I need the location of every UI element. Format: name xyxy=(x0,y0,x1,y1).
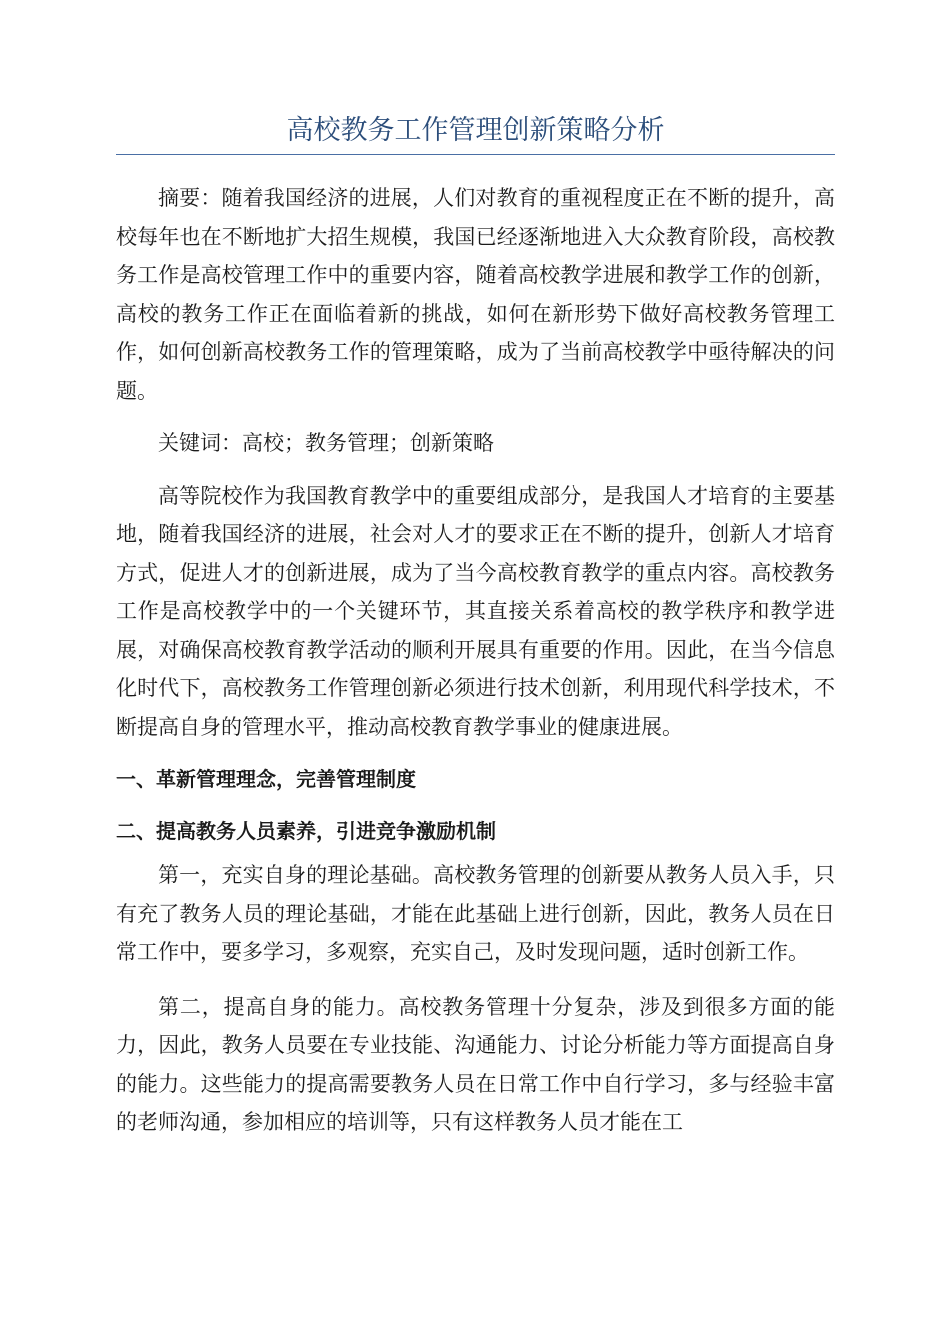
document-page xyxy=(116,112,835,1142)
body-paragraph-1: 第一，充实自身的理论基础。高校教务管理的创新要从教务人员入手，只有充了教务人员的理论基础，才能在此基础上进行创新，因此，教务人员在日常工作中，要多学习，多观察，充实自己，及时发现问题，适时创新工作。 xyxy=(116,863,835,964)
keywords-paragraph xyxy=(116,424,835,463)
abstract-text: 随着我国经济的进展，人们对教育的重视程度正在不断的提升，高校每年也在不断地扩大招生规模，我国已经逐渐地进入大众教育阶段，高校教务工作是高校管理工作中的重要内容，随着高校教学进展和教学工作的创新，高校的教务工作正在面临着新的挑战，如何在新形势下做好高校教务管理工作，如何创新高校教务工作的管理策略，成为了当前高校教学中亟待解决的问题。 xyxy=(116,186,835,403)
intro-paragraph: 高等院校作为我国教育教学中的重要组成部分，是我国人才培育的主要基地，随着我国经济的进展，社会对人才的要求正在不断的提升，创新人才培育方式，促进人才的创新进展，成为了当今高校教育教学的重点内容。高校教务工作是高校教学中的一个关键环节，其直接关系着高校的教学秩序和教学进展，对确保高校教育教学活动的顺利开展具有重要的作用。因此，在当今信息化时代下，高校教务工作管理创新必须进行技术创新，利用现代科学技术，不断提高自身的管理水平，推动高校教育教学事业的健康进展。 xyxy=(116,483,835,739)
section-heading-2: 二、提高教务人员素养，引进竞争激励机制 xyxy=(116,819,496,843)
abstract-paragraph xyxy=(116,179,835,410)
abstract-label: 摘要： xyxy=(158,186,222,210)
section-heading-1: 一、革新管理理念，完善管理制度 xyxy=(116,767,416,791)
document-title: 高校教务工作管理创新策略分析 xyxy=(116,112,835,155)
keywords-text: 高校；教务管理；创新策略 xyxy=(242,431,494,455)
body-paragraph-2: 第二，提高自身的能力。高校教务管理十分复杂，涉及到很多方面的能力，因此，教务人员要在专业技能、沟通能力、讨论分析能力等方面提高自身的能力。这些能力的提高需要教务人员在日常工作中自行学习，多与经验丰富的老师沟通，参加相应的培训等，只有这样教务人员才能在工 xyxy=(116,994,835,1134)
keywords-label: 关键词： xyxy=(158,431,242,455)
